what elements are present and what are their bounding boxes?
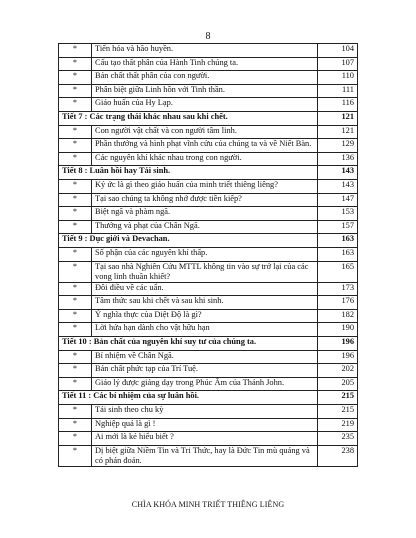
toc-item-title: Tiến hóa và hão huyền. bbox=[92, 44, 318, 58]
toc-item-row bbox=[59, 296, 358, 310]
toc-item-title: Các nguyên khí khác nhau trong con người. bbox=[92, 152, 318, 166]
toc-page-number: 205 bbox=[318, 377, 358, 391]
toc-item-title: Tại sao chúng ta không nhớ được tiền kiếp? bbox=[92, 193, 318, 207]
toc-page-number: 238 bbox=[318, 445, 358, 466]
toc-bullet-mark: * bbox=[59, 432, 92, 446]
toc-page-number: 163 bbox=[318, 234, 358, 248]
toc-item-title: Bản chất thất phân của con người. bbox=[92, 71, 318, 85]
toc-bullet-mark: * bbox=[59, 309, 92, 323]
toc-bullet-mark: * bbox=[59, 71, 92, 85]
toc-bullet-mark: * bbox=[59, 282, 92, 296]
toc-item-title: Số phận của các nguyên khí thấp. bbox=[92, 247, 318, 261]
toc-chapter-row bbox=[59, 234, 358, 248]
toc-item-title: Bản chất phức tạp của Trí Tuệ. bbox=[92, 364, 318, 378]
toc-bullet-mark: * bbox=[59, 57, 92, 71]
toc-page-number: 121 bbox=[318, 125, 358, 139]
toc-item-title: Biệt ngã và phàm ngã. bbox=[92, 207, 318, 221]
toc-item-title: Giáo lý được giảng dạy trong Phúc Âm của Thánh John. bbox=[92, 377, 318, 391]
toc-item-title: Giáo huấn của Hy Lạp. bbox=[92, 98, 318, 112]
toc-item-title: Phần thưởng và hình phạt vĩnh cửu của chúng ta và về Niết Bàn. bbox=[92, 139, 318, 153]
toc-bullet-mark: * bbox=[59, 350, 92, 364]
toc-page-number: 163 bbox=[318, 247, 358, 261]
toc-page-number: 196 bbox=[318, 337, 358, 351]
toc-chapter-row bbox=[59, 337, 358, 351]
toc-item-row bbox=[59, 220, 358, 234]
toc-bullet-mark: * bbox=[59, 44, 92, 58]
toc-item-title: Dị biệt giữa Niềm Tin và Tri Thức, hay là Đức Tin mù quáng và có phán đoán. bbox=[92, 445, 318, 466]
toc-bullet-mark: * bbox=[59, 296, 92, 310]
toc-page-number: 165 bbox=[318, 261, 358, 282]
toc-item-row bbox=[59, 125, 358, 139]
toc-item-row bbox=[59, 139, 358, 153]
toc-chapter-title: Tiết 10 : Bản chất của nguyên khí suy tư của chúng ta. bbox=[59, 337, 318, 351]
toc-bullet-mark: * bbox=[59, 125, 92, 139]
toc-item-title: Tại sao nhà Nghiên Cứu MTTL không tin vào sự trở lại của các vong linh thuần khiết? bbox=[92, 261, 318, 282]
toc-item-title: Con người vật chất và con người tâm linh. bbox=[92, 125, 318, 139]
toc-item-title: Tái sinh theo chu kỳ bbox=[92, 405, 318, 419]
toc-page-number: 147 bbox=[318, 193, 358, 207]
toc-bullet-mark: * bbox=[59, 261, 92, 282]
toc-item-row bbox=[59, 193, 358, 207]
toc-item-row bbox=[59, 247, 358, 261]
toc-bullet-mark: * bbox=[59, 98, 92, 112]
toc-bullet-mark: * bbox=[59, 139, 92, 153]
toc-page-number: 136 bbox=[318, 152, 358, 166]
toc-page-number: 235 bbox=[318, 432, 358, 446]
toc-page-number: 173 bbox=[318, 282, 358, 296]
toc-body bbox=[59, 44, 358, 467]
toc-page-number: 110 bbox=[318, 71, 358, 85]
toc-item-title: Cấu tạo thất phân của Hành Tinh chúng ta. bbox=[92, 57, 318, 71]
toc-item-row bbox=[59, 323, 358, 337]
toc-item-title: Đôi điều về các uẩn. bbox=[92, 282, 318, 296]
toc-page-number: 215 bbox=[318, 391, 358, 405]
toc-bullet-mark: * bbox=[59, 247, 92, 261]
toc-chapter-title: Tiết 11 : Các bí nhiệm của sự luân hồi. bbox=[59, 391, 318, 405]
toc-item-row bbox=[59, 98, 358, 112]
toc-item-row bbox=[59, 44, 358, 58]
toc-bullet-mark: * bbox=[59, 84, 92, 98]
toc-item-title: Lời hứa hạn dành cho vật hữu hạn bbox=[92, 323, 318, 337]
toc-item-row bbox=[59, 179, 358, 193]
toc-item-row bbox=[59, 445, 358, 466]
toc-chapter-title: Tiết 7 : Các trạng thái khác nhau sau khi chết. bbox=[59, 111, 318, 125]
toc-bullet-mark: * bbox=[59, 377, 92, 391]
toc-page-number: 107 bbox=[318, 57, 358, 71]
toc-item-row bbox=[59, 261, 358, 282]
toc-page-number: 104 bbox=[318, 44, 358, 58]
toc-page-number: 157 bbox=[318, 220, 358, 234]
toc-page-number: 219 bbox=[318, 418, 358, 432]
toc-page-number: 129 bbox=[318, 139, 358, 153]
toc-page-number: 215 bbox=[318, 405, 358, 419]
toc-chapter-title: Tiết 8 : Luân hồi hay Tái sinh. bbox=[59, 166, 318, 180]
toc-chapter-row bbox=[59, 166, 358, 180]
toc-bullet-mark: * bbox=[59, 220, 92, 234]
toc-bullet-mark: * bbox=[59, 179, 92, 193]
page-footer: CHÌA KHÓA MINH TRIẾT THIÊNG LIÊNG bbox=[131, 500, 285, 509]
toc-page-number: 182 bbox=[318, 309, 358, 323]
toc-page-number: 111 bbox=[318, 84, 358, 98]
toc-bullet-mark: * bbox=[59, 323, 92, 337]
toc-item-title: Ký ức là gì theo giáo huấn của minh triết thiêng liêng? bbox=[92, 179, 318, 193]
toc-page-number: 196 bbox=[318, 350, 358, 364]
toc-page-number: 190 bbox=[318, 323, 358, 337]
toc-chapter-title: Tiết 9 : Dục giới và Devachan. bbox=[59, 234, 318, 248]
toc-item-row bbox=[59, 309, 358, 323]
table-of-contents bbox=[58, 43, 358, 467]
toc-item-row bbox=[59, 432, 358, 446]
toc-item-row bbox=[59, 152, 358, 166]
toc-item-row bbox=[59, 84, 358, 98]
toc-page-number: 143 bbox=[318, 166, 358, 180]
toc-page-number: 116 bbox=[318, 98, 358, 112]
toc-item-row bbox=[59, 57, 358, 71]
toc-bullet-mark: * bbox=[59, 152, 92, 166]
toc-bullet-mark: * bbox=[59, 405, 92, 419]
toc-chapter-row bbox=[59, 111, 358, 125]
toc-item-row bbox=[59, 405, 358, 419]
toc-chapter-row bbox=[59, 391, 358, 405]
toc-item-title: Tâm thức sau khi chết và sau khi sinh. bbox=[92, 296, 318, 310]
toc-page-number: 202 bbox=[318, 364, 358, 378]
toc-bullet-mark: * bbox=[59, 193, 92, 207]
toc-page-number: 176 bbox=[318, 296, 358, 310]
toc-item-title: Ai mới là kẻ hiểu biết ? bbox=[92, 432, 318, 446]
toc-page-number: 143 bbox=[318, 179, 358, 193]
toc-item-row bbox=[59, 377, 358, 391]
toc-item-title: Phân biệt giữa Linh hồn với Tinh thần. bbox=[92, 84, 318, 98]
toc-item-title: Thưởng và phạt của Chân Ngã. bbox=[92, 220, 318, 234]
toc-item-row bbox=[59, 364, 358, 378]
toc-bullet-mark: * bbox=[59, 207, 92, 221]
toc-item-row bbox=[59, 282, 358, 296]
toc-item-title: Ý nghĩa thực của Diệt Độ là gì? bbox=[92, 309, 318, 323]
toc-page-number: 121 bbox=[318, 111, 358, 125]
toc-item-title: Bí nhiệm về Chân Ngã. bbox=[92, 350, 318, 364]
toc-bullet-mark: * bbox=[59, 364, 92, 378]
toc-bullet-mark: * bbox=[59, 418, 92, 432]
toc-bullet-mark: * bbox=[59, 445, 92, 466]
toc-item-row bbox=[59, 71, 358, 85]
toc-item-title: Nghiệp quả là gì ! bbox=[92, 418, 318, 432]
toc-item-row bbox=[59, 350, 358, 364]
page-number: 8 bbox=[205, 31, 211, 42]
toc-page-number: 153 bbox=[318, 207, 358, 221]
toc-item-row bbox=[59, 418, 358, 432]
toc-item-row bbox=[59, 207, 358, 221]
